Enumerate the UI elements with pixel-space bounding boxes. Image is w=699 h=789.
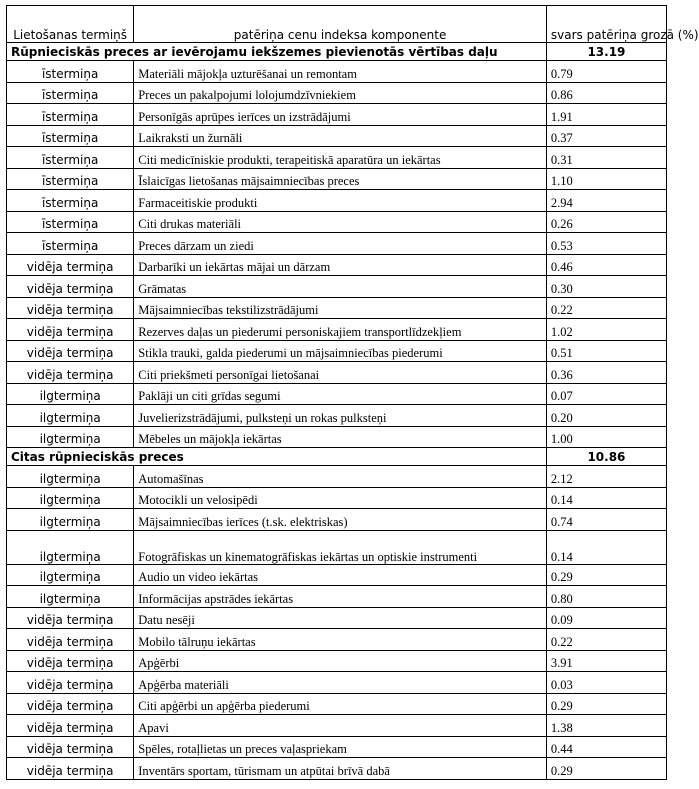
table-row xyxy=(7,276,667,298)
weight-cell: 0.51 xyxy=(546,340,666,362)
table-row xyxy=(7,426,667,448)
term-cell: ilgtermiņa xyxy=(7,487,134,509)
term-cell: vidēja termiņa xyxy=(7,319,134,341)
term-cell: vidēja termiņa xyxy=(7,650,134,672)
table-row xyxy=(7,147,667,169)
table-row xyxy=(7,168,667,190)
term-cell: vidēja termiņa xyxy=(7,672,134,694)
component-cell: Paklāji un citi grīdas segumi xyxy=(134,383,547,405)
component-cell: Motocikli un velosipēdi xyxy=(134,487,547,509)
weight-cell: 0.36 xyxy=(546,362,666,384)
weight-cell: 1.91 xyxy=(546,104,666,126)
term-cell: īstermiņa xyxy=(7,211,134,233)
component-cell: Spēles, rotaļlietas un preces vaļaspriekam xyxy=(134,736,547,758)
term-cell: īstermiņa xyxy=(7,147,134,169)
weight-cell: 0.29 xyxy=(546,758,666,780)
table-row xyxy=(7,487,667,509)
weight-cell: 0.22 xyxy=(546,297,666,319)
weight-cell: 0.20 xyxy=(546,405,666,427)
table-row xyxy=(7,693,667,715)
component-cell: Preces un pakalpojumi lolojumdzīvniekiem xyxy=(134,82,547,104)
table-row xyxy=(7,564,667,586)
component-cell: Materiāli mājokļa uzturēšanai un remontam xyxy=(134,61,547,83)
term-cell: vidēja termiņa xyxy=(7,254,134,276)
weight-cell: 2.94 xyxy=(546,190,666,212)
table-row xyxy=(7,758,667,780)
term-cell: ilgtermiņa xyxy=(7,509,134,531)
table-row xyxy=(7,629,667,651)
table-row xyxy=(7,319,667,341)
term-cell: īstermiņa xyxy=(7,190,134,212)
component-cell: Mobilo tālruņu iekārtas xyxy=(134,629,547,651)
table-row xyxy=(7,715,667,737)
weight-cell: 1.38 xyxy=(546,715,666,737)
table-row xyxy=(7,297,667,319)
component-cell: Laikraksti un žurnāli xyxy=(134,125,547,147)
component-cell: Datu nesēji xyxy=(134,607,547,629)
term-cell: ilgtermiņa xyxy=(7,466,134,488)
term-cell: īstermiņa xyxy=(7,82,134,104)
table-row xyxy=(7,104,667,126)
component-cell: Citi priekšmeti personīgai lietošanai xyxy=(134,362,547,384)
component-cell: Stikla trauki, galda piederumi un mājsaimniecības piederumi xyxy=(134,340,547,362)
component-cell: Farmaceitiskie produkti xyxy=(134,190,547,212)
component-cell: Mājsaimniecības ierīces (t.sk. elektriskas) xyxy=(134,509,547,531)
component-cell: Īslaicīgas lietošanas mājsaimniecības preces xyxy=(134,168,547,190)
weight-cell: 0.29 xyxy=(546,564,666,586)
table-row xyxy=(7,190,667,212)
weight-cell: 1.02 xyxy=(546,319,666,341)
weight-cell: 2.12 xyxy=(546,466,666,488)
weight-cell: 0.86 xyxy=(546,82,666,104)
component-cell: Grāmatas xyxy=(134,276,547,298)
weight-cell: 0.44 xyxy=(546,736,666,758)
component-cell: Audio un video iekārtas xyxy=(134,564,547,586)
table-row xyxy=(7,405,667,427)
weight-cell: 3.91 xyxy=(546,650,666,672)
component-cell: Apavi xyxy=(134,715,547,737)
cpi-weights-table xyxy=(6,5,699,780)
table-row xyxy=(7,125,667,147)
term-cell: vidēja termiņa xyxy=(7,340,134,362)
component-cell: Automašīnas xyxy=(134,466,547,488)
table-row xyxy=(7,607,667,629)
weight-cell: 0.80 xyxy=(546,586,666,608)
term-cell: vidēja termiņa xyxy=(7,693,134,715)
header-term: Lietošanas termiņš xyxy=(7,6,134,43)
weight-cell: 0.37 xyxy=(546,125,666,147)
component-cell: Citi medicīniskie produkti, terapeitiskā aparatūra un iekārtas xyxy=(134,147,547,169)
component-cell: Darbarīki un iekārtas mājai un dārzam xyxy=(134,254,547,276)
term-cell: īstermiņa xyxy=(7,125,134,147)
component-cell: Mēbeles un mājokļa iekārtas xyxy=(134,426,547,448)
section-title: Rūpnieciskās preces ar ievērojamu iekšzemes pievienotās vērtības daļu xyxy=(7,43,547,61)
component-cell: Citi apģērbi un apģērba piederumi xyxy=(134,693,547,715)
term-cell: ilgtermiņa xyxy=(7,530,134,564)
table-row xyxy=(7,233,667,255)
table-row xyxy=(7,362,667,384)
component-cell: Preces dārzam un ziedi xyxy=(134,233,547,255)
weight-cell: 0.26 xyxy=(546,211,666,233)
term-cell: īstermiņa xyxy=(7,61,134,83)
term-cell: ilgtermiņa xyxy=(7,426,134,448)
weight-cell: 1.10 xyxy=(546,168,666,190)
term-cell: ilgtermiņa xyxy=(7,405,134,427)
header-row xyxy=(7,6,667,43)
table-body xyxy=(7,43,667,780)
weight-cell: 0.29 xyxy=(546,693,666,715)
weight-cell: 0.14 xyxy=(546,530,666,564)
table-row xyxy=(7,340,667,362)
weight-cell: 0.46 xyxy=(546,254,666,276)
component-cell: Citi drukas materiāli xyxy=(134,211,547,233)
component-cell: Juvelierizstrādājumi, pulksteņi un rokas pulksteņi xyxy=(134,405,547,427)
component-cell: Apģērba materiāli xyxy=(134,672,547,694)
component-cell: Mājsaimniecības tekstilizstrādājumi xyxy=(134,297,547,319)
weight-cell: 0.14 xyxy=(546,487,666,509)
component-cell: Fotogrāfiskas un kinematogrāfiskas iekārtas un optiskie instrumenti xyxy=(134,530,547,564)
term-cell: vidēja termiņa xyxy=(7,758,134,780)
component-cell: Personīgās aprūpes ierīces un izstrādājumi xyxy=(134,104,547,126)
weight-cell: 0.31 xyxy=(546,147,666,169)
table-row xyxy=(7,61,667,83)
term-cell: vidēja termiņa xyxy=(7,276,134,298)
header-component: patēriņa cenu indeksa komponente xyxy=(134,6,547,43)
table-row xyxy=(7,211,667,233)
term-cell: īstermiņa xyxy=(7,168,134,190)
weight-cell: 0.30 xyxy=(546,276,666,298)
header-weight: svars patēriņa grozā (%) xyxy=(546,6,666,43)
term-cell: īstermiņa xyxy=(7,104,134,126)
table-row xyxy=(7,254,667,276)
table-row xyxy=(7,509,667,531)
weight-cell: 0.22 xyxy=(546,629,666,651)
table-row xyxy=(7,736,667,758)
section-header-row xyxy=(7,43,667,61)
component-cell: Rezerves daļas un piederumi personiskajiem transportlīdzekļiem xyxy=(134,319,547,341)
term-cell: īstermiņa xyxy=(7,233,134,255)
weight-cell: 0.09 xyxy=(546,607,666,629)
weight-cell: 0.74 xyxy=(546,509,666,531)
term-cell: vidēja termiņa xyxy=(7,362,134,384)
term-cell: vidēja termiņa xyxy=(7,297,134,319)
weight-cell: 0.07 xyxy=(546,383,666,405)
term-cell: ilgtermiņa xyxy=(7,383,134,405)
term-cell: ilgtermiņa xyxy=(7,586,134,608)
section-total: 10.86 xyxy=(546,448,666,466)
term-cell: ilgtermiņa xyxy=(7,564,134,586)
table-row xyxy=(7,466,667,488)
component-cell: Apģērbi xyxy=(134,650,547,672)
table-row xyxy=(7,672,667,694)
section-title: Citas rūpnieciskās preces xyxy=(7,448,547,466)
table-row xyxy=(7,82,667,104)
weight-cell: 1.00 xyxy=(546,426,666,448)
term-cell: vidēja termiņa xyxy=(7,629,134,651)
weight-cell: 0.53 xyxy=(546,233,666,255)
term-cell: vidēja termiņa xyxy=(7,736,134,758)
weight-cell: 0.79 xyxy=(546,61,666,83)
table-row xyxy=(7,650,667,672)
component-cell: Inventārs sportam, tūrismam un atpūtai brīvā dabā xyxy=(134,758,547,780)
component-cell: Informācijas apstrādes iekārtas xyxy=(134,586,547,608)
section-total: 13.19 xyxy=(546,43,666,61)
weight-cell: 0.03 xyxy=(546,672,666,694)
term-cell: vidēja termiņa xyxy=(7,607,134,629)
table-row xyxy=(7,383,667,405)
table-row xyxy=(7,530,667,564)
term-cell: vidēja termiņa xyxy=(7,715,134,737)
section-header-row xyxy=(7,448,667,466)
table-row xyxy=(7,586,667,608)
